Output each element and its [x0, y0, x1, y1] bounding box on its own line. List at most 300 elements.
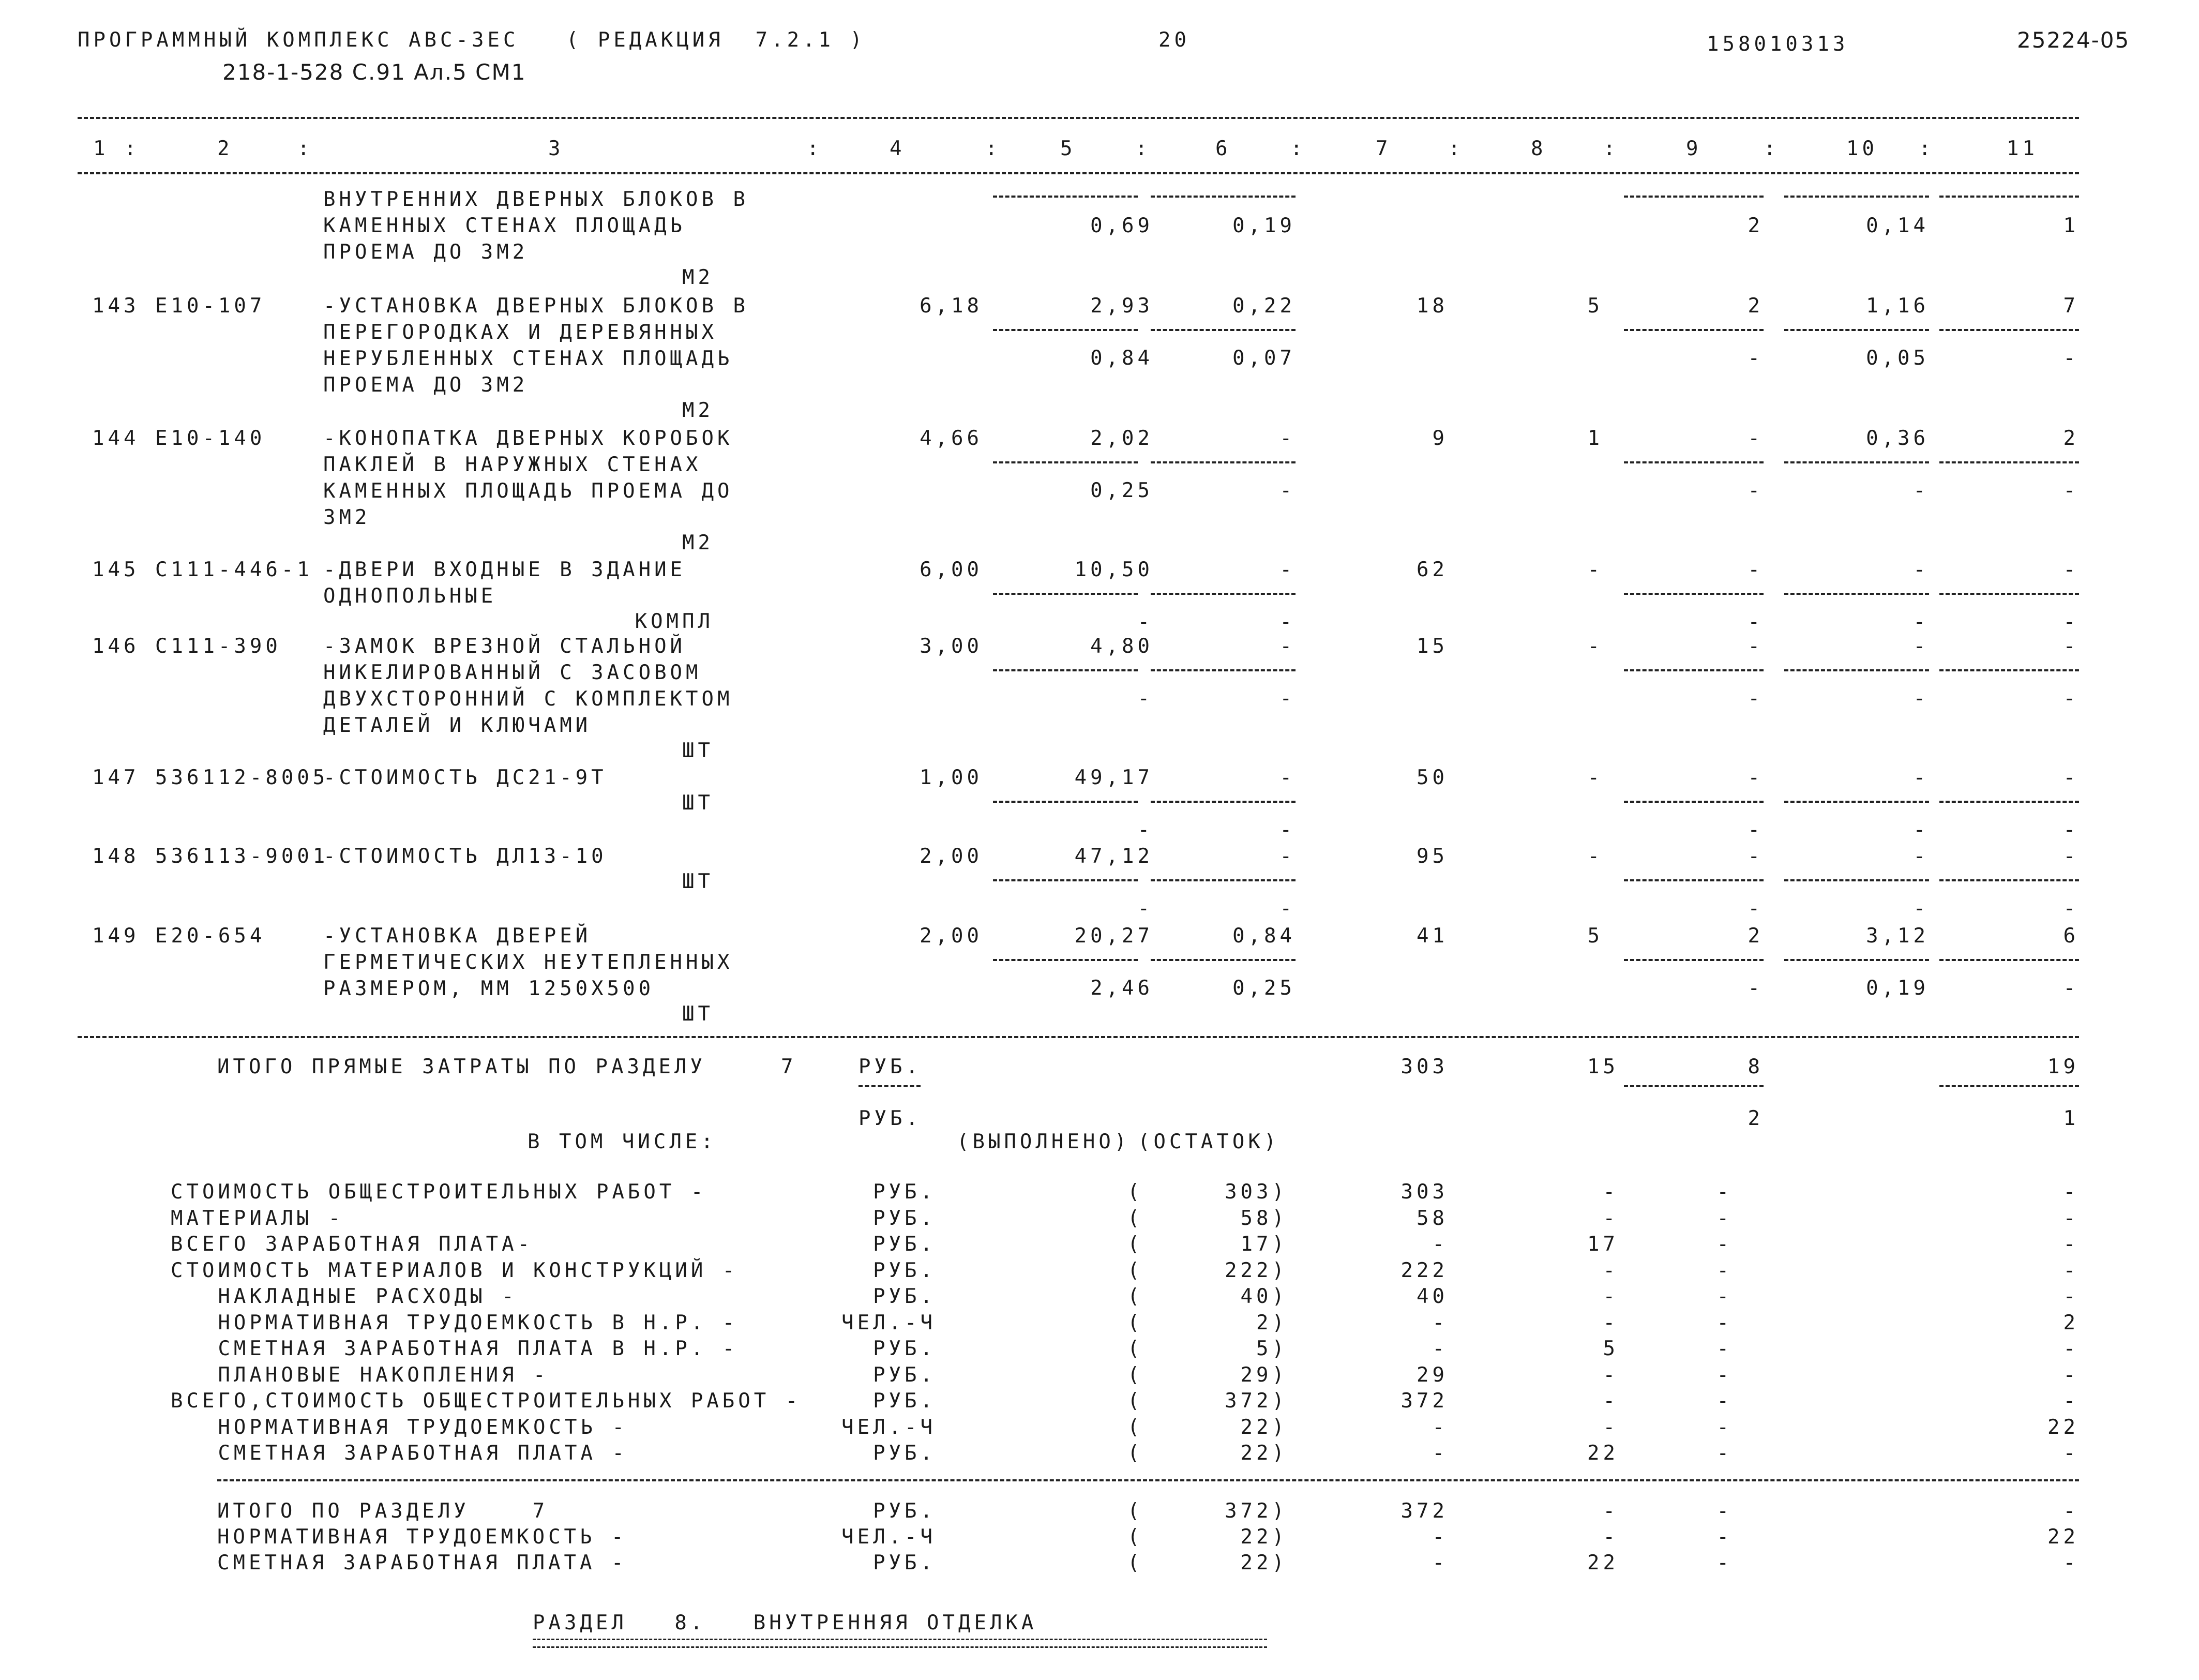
summary-col8: - — [1603, 1525, 1619, 1549]
row-code: Е10-140 — [155, 427, 266, 450]
summary-label: СТОИМОСТЬ МАТЕРИАЛОВ И КОНСТРУКЦИЙ - — [171, 1258, 739, 1282]
totals-col11-b: 1 — [2063, 1107, 2079, 1130]
summary-col9: - — [1716, 1499, 1733, 1523]
row-col-11-lower: - — [2063, 610, 2079, 634]
row-col-9: - — [1748, 766, 1764, 789]
summary-col7: - — [1432, 1551, 1448, 1574]
done-open-paren: ( — [1127, 1389, 1143, 1413]
row-col-11: - — [2063, 558, 2079, 581]
row-col-10: - — [1913, 845, 1929, 868]
row-col-5-lower: - — [1137, 818, 1153, 842]
summary-col11: - — [2063, 1337, 2079, 1360]
summary-done: 5) — [1256, 1337, 1288, 1360]
row-col-5: 10,50 — [1074, 558, 1153, 581]
summary-col7: - — [1432, 1233, 1448, 1256]
row-col-9: 2 — [1748, 924, 1764, 948]
summary-col8: - — [1603, 1311, 1619, 1334]
row-col-9-lower: - — [1748, 347, 1764, 370]
row-split-rule — [1151, 879, 1296, 881]
row-number: 149 — [92, 924, 140, 948]
row-col-11: - — [2063, 766, 2079, 789]
done-open-paren: ( — [1127, 1551, 1143, 1574]
totals-col8: 15 — [1587, 1055, 1619, 1078]
column-header-7: 7 — [1376, 137, 1392, 160]
row-description-line: ПАКЛЕЙ В НАРУЖНЫХ СТЕНАХ — [323, 453, 702, 476]
row-split-rule — [1939, 461, 2079, 463]
row-col-6: 0,22 — [1232, 294, 1296, 318]
row-split-rule — [993, 593, 1138, 595]
row-col-6-lower: - — [1279, 610, 1296, 634]
summary-label: ВСЕГО,СТОИМОСТЬ ОБЩЕСТРОИТЕЛЬНЫХ РАБОТ - — [171, 1389, 802, 1413]
done-open-paren: ( — [1127, 1311, 1143, 1334]
row-unit: М2 — [682, 399, 714, 422]
row-col-9-lower: - — [1748, 818, 1764, 842]
row-col-8: 5 — [1587, 924, 1603, 948]
row-code: С111-390 — [155, 635, 281, 658]
row-col-7: 9 — [1432, 427, 1448, 450]
summary-unit: РУБ. — [873, 1285, 936, 1308]
summary-unit: РУБ. — [873, 1389, 936, 1413]
row-col-5: 20,27 — [1074, 924, 1153, 948]
row-split-rule — [1784, 959, 1929, 961]
row-col-6: - — [1279, 635, 1296, 658]
row-description-line: ДВУХСТОРОННИЙ С КОМПЛЕКТОМ — [323, 687, 733, 711]
row-col-7: 50 — [1417, 766, 1448, 789]
summary-col8: - — [1603, 1389, 1619, 1413]
column-separator: : — [124, 137, 140, 160]
column-header-4: 4 — [890, 137, 906, 160]
row-col-5-lower: - — [1137, 610, 1153, 634]
row-split-rule — [1939, 593, 2079, 595]
row-col-9-lower: - — [1748, 977, 1764, 1000]
row-split-rule — [1151, 329, 1296, 331]
summary-label: ПЛАНОВЫЕ НАКОПЛЕНИЯ - — [171, 1363, 549, 1387]
summary-col7: - — [1432, 1415, 1448, 1439]
summary-unit: ЧЕЛ.-Ч — [841, 1311, 936, 1334]
summary-unit: РУБ. — [873, 1233, 936, 1256]
row-col-6-lower: - — [1279, 818, 1296, 842]
row-split-rule — [993, 801, 1138, 803]
done-label: (ВЫПОЛНЕНО) — [957, 1130, 1131, 1153]
row-col-6: - — [1279, 427, 1296, 450]
row-col-11: 2 — [2063, 427, 2079, 450]
column-separator: : — [1448, 137, 1464, 160]
row-split-rule — [1784, 593, 1929, 595]
row-split-rule — [993, 669, 1138, 671]
summary-col9: - — [1716, 1363, 1733, 1387]
summary-col11: - — [2063, 1442, 2079, 1465]
totals-col9-b: 2 — [1748, 1107, 1764, 1130]
summary-label: НОРМАТИВНАЯ ТРУДОЕМКОСТЬ - — [171, 1415, 628, 1439]
row-col-8: 5 — [1587, 294, 1603, 318]
row-description-line: ОДНОПОЛЬНЫЕ — [323, 584, 497, 608]
row-col-10-lower: 0,05 — [1866, 347, 1929, 370]
column-header-9: 9 — [1686, 137, 1702, 160]
summary-done: 222) — [1225, 1258, 1288, 1282]
row-split-rule — [1784, 801, 1929, 803]
row-description-line: РАЗМЕРОМ, ММ 1250Х500 — [323, 977, 655, 1000]
totals-unit: РУБ. — [858, 1055, 922, 1078]
column-separator: : — [1290, 137, 1306, 160]
totals-rule — [78, 1036, 2079, 1038]
summary-done: 2) — [1256, 1311, 1288, 1334]
row-split-rule — [1624, 801, 1764, 803]
page-number: 20 — [1158, 28, 1190, 52]
document-code: 158010313 — [1707, 33, 1849, 56]
row-col-6: - — [1279, 845, 1296, 868]
row-col-4: 3,00 — [920, 635, 983, 658]
totals-col7: 303 — [1400, 1055, 1448, 1078]
column-header-1: 1 — [93, 137, 109, 160]
row-split-rule — [1151, 801, 1296, 803]
summary-col9: - — [1716, 1311, 1733, 1334]
summary-done: 40) — [1240, 1285, 1288, 1308]
row-description-line: 3М2 — [323, 506, 371, 529]
row-description-line: КАМЕННЫХ СТЕНАХ ПЛОЩАДЬ — [323, 214, 686, 237]
row-split-rule — [1624, 669, 1764, 671]
row-col-6-lower: 0,07 — [1232, 347, 1296, 370]
summary-col7: - — [1432, 1525, 1448, 1549]
row-split-rule — [1939, 959, 2079, 961]
summary-done: 22) — [1240, 1525, 1288, 1549]
row-unit: ШТ — [682, 791, 714, 815]
done-open-paren: ( — [1127, 1525, 1143, 1549]
summary-done: 29) — [1240, 1363, 1288, 1387]
summary-unit: РУБ. — [873, 1551, 936, 1574]
row-split-rule — [1784, 879, 1929, 881]
totals-section: 7 — [781, 1055, 797, 1078]
done-open-paren: ( — [1127, 1180, 1143, 1204]
row-col-4: 6,00 — [920, 558, 983, 581]
row-description-line: НИКЕЛИРОВАННЫЙ С ЗАСОВОМ — [323, 661, 702, 684]
summary-col11: - — [2063, 1551, 2079, 1574]
header-top-rule — [78, 117, 2079, 119]
done-open-paren: ( — [1127, 1415, 1143, 1439]
row-col-6-lower: - — [1279, 897, 1296, 920]
row-col-4: 6,18 — [920, 294, 983, 318]
row-col-11: 6 — [2063, 924, 2079, 948]
summary-col8: - — [1603, 1206, 1619, 1230]
row-description-line: -УСТАНОВКА ДВЕРЕЙ — [323, 924, 592, 948]
summary-rule — [217, 1479, 2079, 1481]
row-col-11-lower: - — [2063, 347, 2079, 370]
summary-col11: - — [2063, 1363, 2079, 1387]
row-col-11-lower: - — [2063, 977, 2079, 1000]
row-col-10-lower: - — [1913, 610, 1929, 634]
row-col-9-lower: - — [1748, 610, 1764, 634]
summary-col9: - — [1716, 1525, 1733, 1549]
summary-done: 372) — [1225, 1499, 1288, 1523]
handwritten-number: 25224-05 — [2017, 27, 2130, 53]
summary-col8: - — [1603, 1258, 1619, 1282]
row-col-5-lower: - — [1137, 897, 1153, 920]
row-split-rule — [1624, 879, 1764, 881]
header-bottom-rule — [78, 172, 2079, 174]
row-description-line: ПЕРЕГОРОДКАХ И ДЕРЕВЯННЫХ — [323, 321, 717, 344]
summary-label: ИТОГО ПО РАЗДЕЛУ 7 — [217, 1499, 549, 1523]
row-description-line: -ЗАМОК ВРЕЗНОЙ СТАЛЬНОЙ — [323, 635, 686, 658]
column-separator: : — [807, 137, 823, 160]
column-separator: : — [1603, 137, 1619, 160]
summary-col7: - — [1432, 1337, 1448, 1360]
summary-unit: ЧЕЛ.-Ч — [841, 1525, 936, 1549]
summary-col8: 5 — [1603, 1337, 1619, 1360]
summary-col7: 303 — [1400, 1180, 1448, 1204]
summary-col11: - — [2063, 1285, 2079, 1308]
row-col-4: 4,66 — [920, 427, 983, 450]
summary-label: ВСЕГО ЗАРАБОТНАЯ ПЛАТА- — [171, 1233, 534, 1256]
row-col-9: - — [1748, 845, 1764, 868]
summary-col7: 40 — [1417, 1285, 1448, 1308]
row-number: 148 — [92, 845, 140, 868]
summary-label: СМЕТНАЯ ЗАРАБОТНАЯ ПЛАТА В Н.Р. - — [171, 1337, 739, 1360]
summary-label: НОРМАТИВНАЯ ТРУДОЕМКОСТЬ В Н.Р. - — [171, 1311, 739, 1334]
row-col-9-lower: - — [1748, 897, 1764, 920]
row-split-rule — [1939, 669, 2079, 671]
row-description-line: ВНУТРЕННИХ ДВЕРНЫХ БЛОКОВ В — [323, 188, 749, 211]
done-open-paren: ( — [1127, 1363, 1143, 1387]
row-number: 144 — [92, 427, 140, 450]
row-split-rule — [1784, 669, 1929, 671]
summary-col8: 22 — [1587, 1551, 1619, 1574]
row-col-6-lower: 0,25 — [1232, 977, 1296, 1000]
summary-col9: - — [1716, 1337, 1733, 1360]
summary-col7: 29 — [1417, 1363, 1448, 1387]
done-open-paren: ( — [1127, 1337, 1143, 1360]
row-col-6: 0,84 — [1232, 924, 1296, 948]
summary-col9: - — [1716, 1415, 1733, 1439]
summary-col9: - — [1716, 1258, 1733, 1282]
row-col-10-lower: - — [1913, 687, 1929, 710]
row-col-8: - — [1587, 845, 1603, 868]
row-col-6-lower: - — [1279, 479, 1296, 502]
totals-col9: 8 — [1748, 1055, 1764, 1078]
row-col-7: 95 — [1417, 845, 1448, 868]
row-split-rule — [1624, 196, 1764, 198]
row-unit: ШТ — [682, 1002, 714, 1026]
row-split-rule — [1151, 461, 1296, 463]
row-col-5: 47,12 — [1074, 845, 1153, 868]
row-split-rule — [993, 196, 1138, 198]
summary-col11: - — [2063, 1258, 2079, 1282]
done-open-paren: ( — [1127, 1285, 1143, 1308]
summary-unit: РУБ. — [873, 1337, 936, 1360]
summary-col8: 22 — [1587, 1442, 1619, 1465]
summary-done: 22) — [1240, 1442, 1288, 1465]
row-col-11-lower: - — [2063, 479, 2079, 502]
row-col-9: - — [1748, 558, 1764, 581]
row-col-5-lower: 0,84 — [1090, 347, 1153, 370]
summary-label: СМЕТНАЯ ЗАРАБОТНАЯ ПЛАТА - — [217, 1551, 627, 1574]
done-open-paren: ( — [1127, 1442, 1143, 1465]
column-header-5: 5 — [1060, 137, 1076, 160]
row-unit: ШТ — [682, 870, 714, 893]
summary-label: НОРМАТИВНАЯ ТРУДОЕМКОСТЬ - — [217, 1525, 627, 1549]
row-col-4: 1,00 — [920, 766, 983, 789]
column-header-10: 10 — [1846, 137, 1878, 160]
row-description-line: -СТОИМОСТЬ ДЛ13-10 — [323, 845, 607, 868]
row-col-4: 2,00 — [920, 845, 983, 868]
summary-col8: - — [1603, 1285, 1619, 1308]
summary-col9: - — [1716, 1285, 1733, 1308]
row-description-line: -ДВЕРИ ВХОДНЫЕ В ЗДАНИЕ — [323, 558, 686, 581]
row-split-rule — [1151, 959, 1296, 961]
summary-col8: - — [1603, 1415, 1619, 1439]
summary-label: НАКЛАДНЫЕ РАСХОДЫ - — [171, 1285, 518, 1308]
row-col-6: - — [1279, 558, 1296, 581]
column-header-8: 8 — [1531, 137, 1547, 160]
row-col-5: 49,17 — [1074, 766, 1153, 789]
row-col-8: - — [1587, 766, 1603, 789]
summary-col7: 372 — [1400, 1499, 1448, 1523]
row-split-rule — [1624, 593, 1764, 595]
row-split-rule — [1151, 593, 1296, 595]
row-col-11-lower: - — [2063, 687, 2079, 710]
column-separator: : — [985, 137, 1001, 160]
done-open-paren: ( — [1127, 1206, 1143, 1230]
summary-label: МАТЕРИАЛЫ - — [171, 1206, 344, 1230]
row-col-5: 2,93 — [1090, 294, 1153, 318]
row-split-rule — [1939, 801, 2079, 803]
row-col-10: 3,12 — [1866, 924, 1929, 948]
summary-col9: - — [1716, 1551, 1733, 1574]
row-description-line: ПРОЕМА ДО 3М2 — [323, 373, 529, 397]
row-split-rule — [1784, 329, 1929, 331]
row-col-11-lower: - — [2063, 897, 2079, 920]
row-number: 146 — [92, 635, 140, 658]
column-header-3: 3 — [548, 137, 564, 160]
row-split-rule — [1784, 196, 1929, 198]
summary-col7: 58 — [1417, 1206, 1448, 1230]
row-code: 536112-8005 — [155, 766, 329, 789]
row-col-9: - — [1748, 427, 1764, 450]
totals-unit-2: РУБ. — [858, 1107, 922, 1130]
summary-col9: - — [1716, 1206, 1733, 1230]
column-header-11: 11 — [2007, 137, 2038, 160]
row-col-7: 18 — [1417, 294, 1448, 318]
row-col-11: - — [2063, 845, 2079, 868]
row-split-rule — [1939, 329, 2079, 331]
row-col-10: 0,36 — [1866, 427, 1929, 450]
row-description-line: КАМЕННЫХ ПЛОЩАДЬ ПРОЕМА ДО — [323, 479, 733, 503]
summary-done: 58) — [1240, 1206, 1288, 1230]
row-col-11: - — [2063, 635, 2079, 658]
totals-col11-rule — [1939, 1085, 2079, 1087]
summary-unit: ЧЕЛ.-Ч — [841, 1415, 936, 1439]
summary-col8: - — [1603, 1180, 1619, 1204]
row-split-rule — [993, 461, 1138, 463]
row-col-5: 4,80 — [1090, 635, 1153, 658]
row-col-9-lower: - — [1748, 479, 1764, 502]
row-split-rule — [1624, 329, 1764, 331]
row-unit: М2 — [682, 531, 714, 554]
row-col-10: - — [1913, 635, 1929, 658]
column-separator: : — [1764, 137, 1780, 160]
done-open-paren: ( — [1127, 1258, 1143, 1282]
row-split-rule — [993, 879, 1138, 881]
summary-unit: РУБ. — [873, 1258, 936, 1282]
summary-col11: - — [2063, 1206, 2079, 1230]
column-separator: : — [1919, 137, 1935, 160]
row-col-10: - — [1913, 558, 1929, 581]
column-separator: : — [1135, 137, 1151, 160]
row-col-11-lower: - — [2063, 818, 2079, 842]
row-description-line: НЕРУБЛЕННЫХ СТЕНАХ ПЛОЩАДЬ — [323, 347, 733, 370]
including-label: В ТОМ ЧИСЛЕ: — [528, 1130, 717, 1153]
column-header-6: 6 — [1215, 137, 1231, 160]
row-number: 143 — [92, 294, 140, 318]
totals-unit-rule — [858, 1085, 921, 1087]
summary-done: 372) — [1225, 1389, 1288, 1413]
column-header-2: 2 — [217, 137, 233, 160]
summary-col11: 22 — [2047, 1415, 2079, 1439]
row-unit: КОМПЛ — [635, 610, 714, 633]
row-number: 147 — [92, 766, 140, 789]
summary-unit: РУБ. — [873, 1499, 936, 1523]
summary-unit: РУБ. — [873, 1442, 936, 1465]
row-col-7: 41 — [1417, 924, 1448, 948]
row-col-5: 2,02 — [1090, 427, 1153, 450]
row-unit: ШТ — [682, 739, 714, 762]
row-col-9-lower: 2 — [1748, 214, 1764, 237]
row-col-10: - — [1913, 766, 1929, 789]
row-col-6-lower: - — [1279, 687, 1296, 710]
summary-col7: - — [1432, 1442, 1448, 1465]
row-col-10-lower: - — [1913, 897, 1929, 920]
row-split-rule — [1624, 959, 1764, 961]
row-col-8: - — [1587, 558, 1603, 581]
row-unit: М2 — [682, 266, 714, 289]
row-col-10-lower: - — [1913, 818, 1929, 842]
done-open-paren: ( — [1127, 1233, 1143, 1256]
summary-col8: - — [1603, 1499, 1619, 1523]
row-description-line: -УСТАНОВКА ДВЕРНЫХ БЛОКОВ В — [323, 294, 749, 318]
summary-col8: - — [1603, 1363, 1619, 1387]
row-col-4: 2,00 — [920, 924, 983, 948]
row-description-line: -КОНОПАТКА ДВЕРНЫХ КОРОБОК — [323, 427, 733, 450]
summary-unit: РУБ. — [873, 1363, 936, 1387]
summary-col9: - — [1716, 1233, 1733, 1256]
row-col-9: - — [1748, 635, 1764, 658]
row-col-10-lower: - — [1913, 479, 1929, 502]
row-split-rule — [1784, 461, 1929, 463]
summary-col7: 372 — [1400, 1389, 1448, 1413]
summary-done: 22) — [1240, 1551, 1288, 1574]
row-description-line: -СТОИМОСТЬ ДС21-9Т — [323, 766, 607, 789]
row-col-11-lower: 1 — [2063, 214, 2079, 237]
row-description-line: ДЕТАЛЕЙ И КЛЮЧАМИ — [323, 714, 592, 737]
row-split-rule — [993, 329, 1138, 331]
summary-label: СТОИМОСТЬ ОБЩЕСТРОИТЕЛЬНЫХ РАБОТ - — [171, 1180, 707, 1204]
row-code: Е20-654 — [155, 924, 266, 948]
row-split-rule — [1151, 669, 1296, 671]
summary-col11: - — [2063, 1499, 2079, 1523]
row-split-rule — [1624, 461, 1764, 463]
summary-col7: 222 — [1400, 1258, 1448, 1282]
row-col-6: - — [1279, 766, 1296, 789]
summary-col11: - — [2063, 1233, 2079, 1256]
column-separator: : — [297, 137, 313, 160]
row-code: Е10-107 — [155, 294, 266, 318]
summary-col8: 17 — [1587, 1233, 1619, 1256]
summary-col9: - — [1716, 1442, 1733, 1465]
summary-done: 17) — [1240, 1233, 1288, 1256]
totals-col9-rule — [1624, 1085, 1764, 1087]
row-col-7: 15 — [1417, 635, 1448, 658]
summary-unit: РУБ. — [873, 1206, 936, 1230]
row-split-rule — [1151, 196, 1296, 198]
row-col-8: 1 — [1587, 427, 1603, 450]
